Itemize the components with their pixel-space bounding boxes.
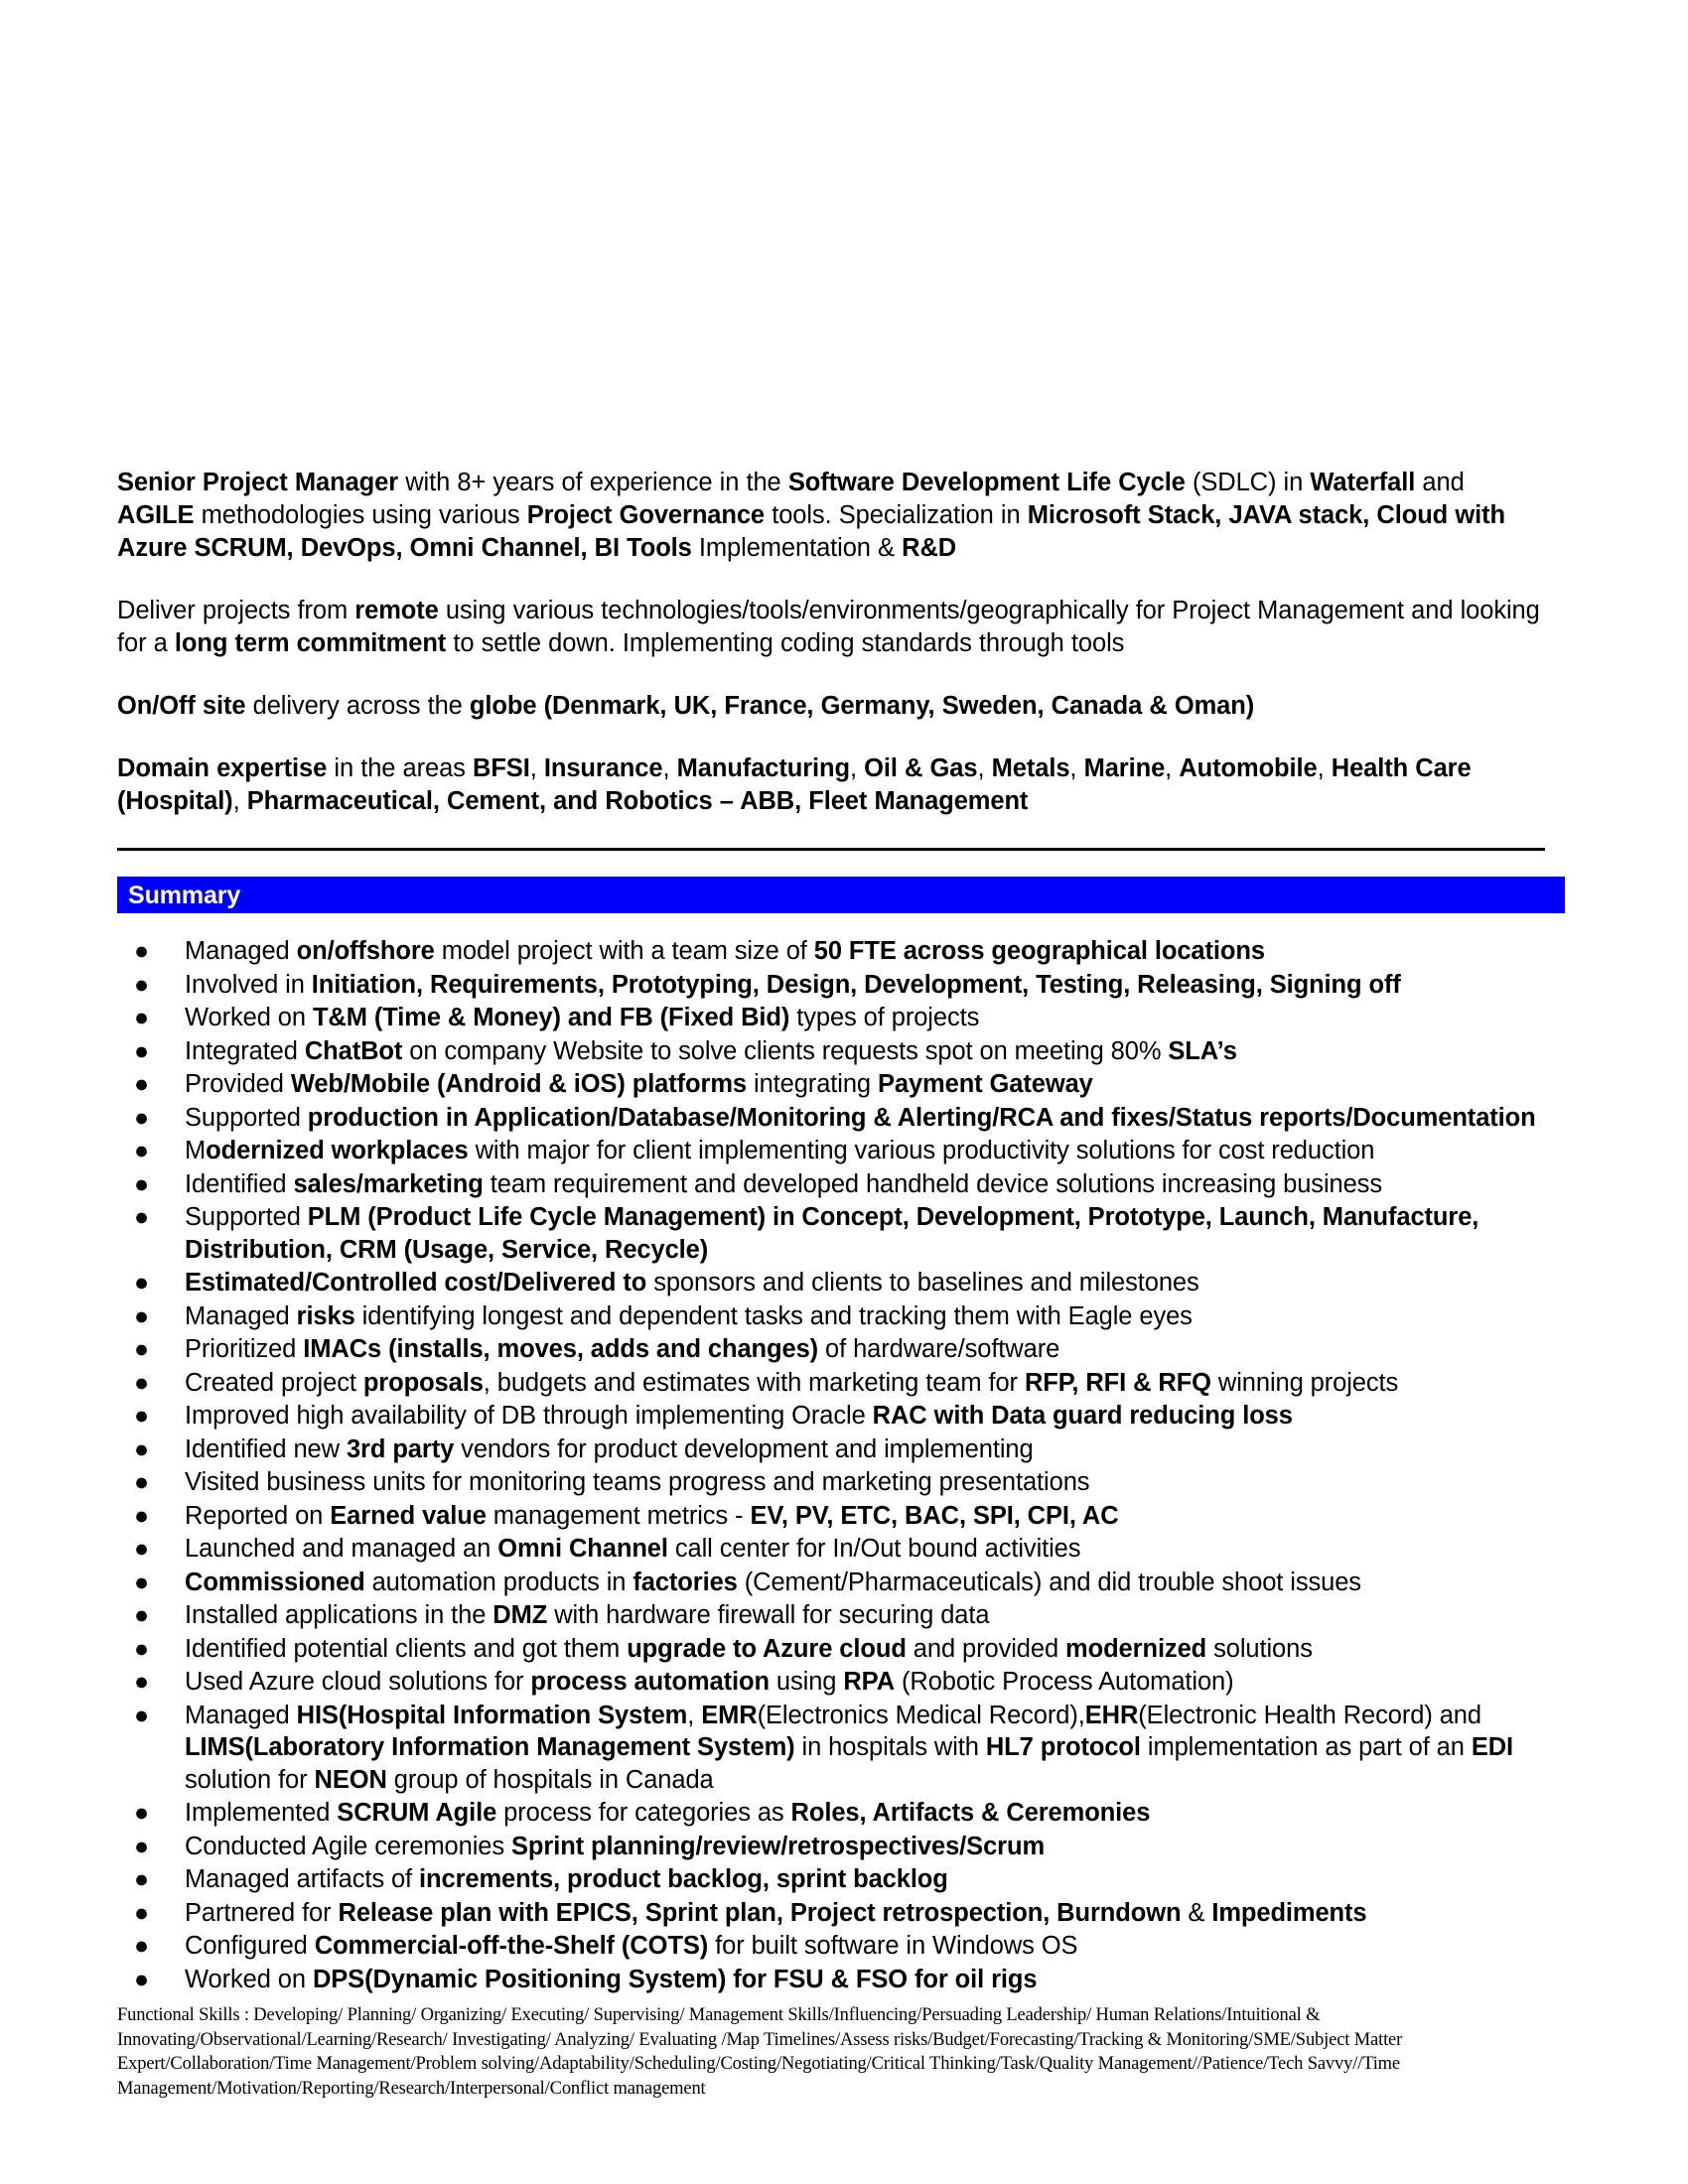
- bold-run: Omni Channel: [497, 1535, 668, 1563]
- summary-bullet-text: [185, 937, 1265, 965]
- summary-bullet-item: [117, 1002, 1571, 1034]
- summary-bullet-item: [117, 1666, 1571, 1699]
- summary-bullet-text: [185, 1833, 1045, 1860]
- summary-bullet-item: [117, 1433, 1571, 1466]
- text-run: Integrated: [185, 1036, 305, 1065]
- bold-run: Project Governance: [526, 501, 766, 529]
- text-run: with major for client implementing various productivity solutions for cost reduction: [468, 1137, 1375, 1164]
- summary-bullet-item: [117, 1500, 1571, 1533]
- text-run: ,: [1069, 754, 1084, 782]
- bullet-dot-icon: ●: [134, 970, 150, 999]
- bullet-dot-icon: ●: [134, 1368, 150, 1397]
- bold-run: DMZ: [492, 1601, 548, 1629]
- text-run: Used Azure cloud solutions for: [185, 1668, 531, 1696]
- summary-bullet-text: [185, 1635, 1313, 1663]
- text-run: in the areas: [327, 754, 474, 782]
- summary-bullet-item: [117, 1964, 1571, 1996]
- summary-bullet-item: [117, 1533, 1571, 1566]
- summary-bullet-item: [117, 1700, 1571, 1797]
- bullet-dot-icon: ●: [134, 1004, 150, 1031]
- text-run: Configured: [185, 1932, 315, 1960]
- text-run: vendors for product development and implementing: [454, 1434, 1034, 1463]
- bold-run: odernized workplaces: [206, 1137, 469, 1164]
- text-run: &: [1181, 1898, 1212, 1927]
- text-run: using various technologies/tools/environments/geographically for Project Management and looking for a: [117, 597, 1540, 657]
- bold-run: Initiation, Requirements, Prototyping, Design, Development, Testing, Releasing, Signing off: [311, 970, 1401, 999]
- text-run: Identified new: [185, 1434, 347, 1463]
- bold-run: Software Development Life Cycle: [787, 469, 1186, 496]
- bold-run: production in Application/Database/Monitoring & Alerting/RCA and fixes/Status reports/Documentation: [307, 1103, 1536, 1132]
- summary-bullet-text: [185, 1966, 1037, 1993]
- bullet-dot-icon: ●: [134, 1434, 150, 1463]
- summary-bullet-item: [117, 1567, 1571, 1599]
- text-run: Identified potential clients and got them: [185, 1634, 628, 1663]
- bold-run: Release plan with EPICS, Sprint plan, Project retrospection, Burndown: [338, 1898, 1182, 1927]
- summary-bullet-text: [185, 971, 1401, 999]
- text-run: Deliver projects from: [117, 597, 355, 624]
- summary-bullet-text: [185, 1104, 1536, 1132]
- section-header-summary: [117, 877, 1565, 913]
- summary-bullet-text: [185, 1170, 1382, 1198]
- summary-bullet-text: [185, 1269, 1199, 1297]
- bold-run: HL7 protocol: [985, 1733, 1141, 1761]
- text-run: of hardware/software: [818, 1335, 1060, 1363]
- text-run: management metrics -: [486, 1501, 751, 1530]
- bold-run: Oil & Gas: [864, 754, 978, 782]
- summary-bullet-text: [185, 1302, 1193, 1330]
- text-run: with hardware firewall for securing data: [547, 1601, 990, 1629]
- bold-run: Senior Project Manager: [117, 469, 399, 496]
- text-run: implementation as part of an: [1140, 1733, 1472, 1761]
- text-run: Visited business units for monitoring teams progress and marketing presentations: [185, 1468, 1090, 1496]
- bullet-dot-icon: ●: [134, 1137, 150, 1164]
- text-run: winning projects: [1210, 1368, 1399, 1397]
- functional-skills-note: Functional Skills : Developing/ Planning/ Organizing/ Executing/ Supervising/ Management Skills/Influencing/Persuading Leadership/ Human Relations/Intuitional & Innovating/Observational/Learning/Research/ Investigating/ Analyzing/ Evaluating /Map Timelines/Assess risks/Budget/Forecasting/Tracking & Monitoring/SME/Subject Matter Expert/Collaboration/Time Management/Problem solving/Adaptability/Scheduling/Costing/Negotiating/Critical Thinking/Task/Quality Management//Patience/Tech Savvy//Time Management/Motivation/Reporting/Research/Interpersonal/Conflict management: [117, 2005, 1403, 2099]
- summary-bullet-text: [185, 1468, 1089, 1496]
- bullet-dot-icon: ●: [134, 1568, 150, 1596]
- bold-run: Estimated/Controlled cost/Delivered to: [185, 1269, 647, 1297]
- bold-run: RPA: [843, 1668, 896, 1696]
- text-run: and: [1415, 469, 1465, 496]
- bullet-dot-icon: ●: [134, 1601, 150, 1629]
- bullet-dot-icon: ●: [134, 1965, 150, 1993]
- intro-paragraph: [117, 752, 1547, 818]
- summary-bullet-text: [185, 1865, 948, 1893]
- summary-bullet-item: [117, 1897, 1571, 1930]
- bold-run: increments, product backlog, sprint backlog: [419, 1865, 948, 1893]
- text-run: Installed applications in the: [185, 1601, 493, 1629]
- summary-bullet-text: [185, 1070, 1093, 1098]
- bullet-dot-icon: ●: [134, 1402, 150, 1430]
- bullet-dot-icon: ●: [134, 1335, 150, 1363]
- bold-run: Web/Mobile (Android & iOS) platforms: [290, 1070, 748, 1098]
- bold-run: Earned value: [330, 1501, 487, 1530]
- bold-run: Pharmaceutical, Cement, and Robotics – ABB, Fleet Management: [246, 787, 1029, 815]
- text-run: Reported on: [185, 1501, 331, 1530]
- text-run: to settle down. Implementing coding standards through tools: [446, 629, 1125, 657]
- bold-run: remote: [354, 597, 439, 624]
- summary-bullet-text: [185, 1502, 1119, 1530]
- summary-bullet-text: [185, 1668, 1234, 1696]
- bold-run: ChatBot: [304, 1036, 403, 1065]
- bullet-dot-icon: ●: [134, 1634, 150, 1663]
- text-run: Worked on: [185, 1965, 313, 1993]
- text-run: Managed: [185, 1301, 297, 1330]
- bold-run: Insurance: [543, 754, 663, 782]
- bullet-dot-icon: ●: [134, 1468, 150, 1496]
- bullet-dot-icon: ●: [134, 1865, 150, 1893]
- bold-run: 3rd party: [346, 1434, 455, 1463]
- summary-bullet-item: [117, 1168, 1571, 1201]
- bold-run: modernized: [1065, 1634, 1207, 1663]
- summary-bullet-text: [185, 1435, 1034, 1463]
- summary-bullet-item: [117, 935, 1571, 968]
- text-run: Implementation &: [691, 534, 903, 562]
- text-run: ,: [850, 754, 865, 782]
- bold-run: Commercial-off-the-Shelf (COTS): [314, 1932, 709, 1960]
- text-run: ,: [1317, 754, 1332, 782]
- page-top-margin: [0, 0, 1688, 467]
- bold-run: IMACs (installs, moves, adds and changes): [303, 1335, 819, 1363]
- intro-paragraphs: [117, 467, 1571, 818]
- summary-bullet-item: [117, 1068, 1571, 1101]
- text-run: on company Website to solve clients requests spot on meeting 80%: [402, 1036, 1169, 1065]
- bold-run: Health Care (Hospital): [117, 754, 1472, 815]
- summary-bullet-text: [185, 1402, 1293, 1430]
- bold-run: proposals: [362, 1368, 484, 1397]
- text-run: Supported: [185, 1203, 308, 1231]
- text-run: solutions: [1206, 1634, 1313, 1663]
- bullet-dot-icon: ●: [134, 1269, 150, 1297]
- bullet-dot-icon: ●: [134, 1070, 150, 1098]
- bullet-dot-icon: ●: [134, 1301, 150, 1330]
- summary-bullet-item: [117, 1930, 1571, 1963]
- text-run: identifying longest and dependent tasks and tracking them with Eagle eyes: [354, 1301, 1193, 1330]
- text-run: Conducted Agile ceremonies: [185, 1832, 511, 1860]
- bold-run: BFSI: [473, 754, 530, 782]
- bold-run: AGILE: [117, 501, 195, 529]
- text-run: process for categories as: [496, 1799, 791, 1827]
- text-run: call center for In/Out bound activities: [667, 1535, 1081, 1563]
- bold-run: Marine: [1083, 754, 1166, 782]
- bullet-dot-icon: ●: [134, 1832, 150, 1860]
- text-run: automation products in: [364, 1568, 633, 1596]
- intro-paragraph: [117, 595, 1547, 660]
- text-run: sponsors and clients to baselines and milestones: [646, 1269, 1199, 1297]
- summary-bullet-text: [185, 1899, 1367, 1927]
- text-run: , budgets and estimates with marketing team for: [483, 1368, 1025, 1397]
- bullet-dot-icon: ●: [134, 1103, 150, 1132]
- bold-run: Impediments: [1211, 1898, 1367, 1927]
- text-run: (Electronic Health Record) and: [1138, 1701, 1481, 1729]
- bold-run: NEON: [314, 1765, 387, 1794]
- bold-run: Waterfall: [1310, 469, 1416, 496]
- text-run: ,: [662, 754, 677, 782]
- text-run: in hospitals with: [794, 1733, 986, 1761]
- bold-run: process automation: [530, 1668, 770, 1696]
- text-run: with 8+ years of experience in the: [398, 469, 788, 496]
- text-run: model project with a team size of: [434, 937, 814, 965]
- text-run: Launched and managed an: [185, 1535, 498, 1563]
- text-run: tools. Specialization in: [765, 501, 1028, 529]
- summary-bullet-text: [185, 1799, 1150, 1827]
- text-run: Identified: [185, 1169, 294, 1198]
- bold-run: LIMS(Laboratory Information Management System): [185, 1733, 795, 1761]
- summary-bullet-item: [117, 1831, 1571, 1863]
- summary-bullet-list: [117, 935, 1571, 1995]
- summary-bullet-item: [117, 1333, 1571, 1366]
- text-run: solution for: [185, 1765, 315, 1794]
- bullet-dot-icon: ●: [134, 1203, 150, 1231]
- text-run: (Cement/Pharmaceuticals) and did trouble shoot issues: [737, 1568, 1361, 1596]
- bold-run: EDI: [1471, 1733, 1514, 1761]
- summary-bullet-text: [185, 1702, 1513, 1794]
- text-run: ,: [687, 1701, 702, 1729]
- bold-run: R&D: [902, 534, 957, 562]
- text-run: types of projects: [789, 1004, 980, 1031]
- bold-run: Sprint planning/review/retrospectives/Scrum: [511, 1832, 1046, 1860]
- bold-run: On/Off site: [117, 692, 246, 720]
- bullet-dot-icon: ●: [134, 1701, 150, 1729]
- summary-bullet-item: [117, 1400, 1571, 1433]
- summary-bullet-text: [185, 1932, 1077, 1960]
- bold-run: DPS(Dynamic Positioning System) for FSU & FSO for oil rigs: [312, 1965, 1038, 1993]
- intro-paragraph: [117, 467, 1547, 565]
- summary-bullet-item: [117, 1300, 1571, 1333]
- text-run: Managed: [185, 1701, 297, 1729]
- text-run: Created project: [185, 1368, 363, 1397]
- text-run: using: [769, 1668, 844, 1696]
- bold-run: upgrade to Azure cloud: [627, 1634, 907, 1663]
- bullet-dot-icon: ●: [134, 1169, 150, 1198]
- text-run: Supported: [185, 1103, 308, 1132]
- summary-bullet-item: [117, 1035, 1571, 1068]
- bullet-dot-icon: ●: [134, 1898, 150, 1927]
- summary-bullet-text: [185, 1335, 1059, 1363]
- summary-bullet-text: [185, 1004, 979, 1031]
- text-run: Managed: [185, 937, 297, 965]
- summary-bullet-text: [185, 1569, 1361, 1596]
- bold-run: SCRUM Agile: [337, 1799, 497, 1827]
- bold-run: Domain expertise: [117, 754, 328, 782]
- bold-run: SLA’s: [1168, 1036, 1237, 1065]
- bold-run: Commissioned: [185, 1568, 365, 1596]
- text-run: (Robotic Process Automation): [895, 1668, 1234, 1696]
- bullet-dot-icon: ●: [134, 1501, 150, 1530]
- intro-paragraph: [117, 690, 1547, 723]
- text-run: Managed artifacts of: [185, 1865, 420, 1893]
- text-run: for built software in Windows OS: [708, 1932, 1078, 1960]
- bold-run: risks: [296, 1301, 355, 1330]
- text-run: integrating: [747, 1070, 878, 1098]
- summary-bullet-item: [117, 1633, 1571, 1666]
- summary-bullet-text: [185, 1137, 1374, 1164]
- summary-bullet-item: [117, 1466, 1571, 1499]
- bullet-dot-icon: ●: [134, 937, 150, 965]
- text-run: Partnered for: [185, 1898, 339, 1927]
- summary-bullet-text: [185, 1037, 1237, 1065]
- bold-run: T&M (Time & Money) and FB (Fixed Bid): [312, 1004, 790, 1031]
- section-header-label: Summary: [128, 881, 241, 909]
- text-run: and provided: [906, 1634, 1066, 1663]
- summary-bullet-item: [117, 1367, 1571, 1400]
- bold-run: Metals: [991, 754, 1070, 782]
- bullet-dot-icon: ●: [134, 1799, 150, 1827]
- text-run: ,: [232, 787, 247, 815]
- bold-run: EV, PV, ETC, BAC, SPI, CPI, AC: [750, 1501, 1119, 1530]
- bold-run: factories: [633, 1568, 738, 1596]
- summary-bullet-item: [117, 1102, 1571, 1135]
- bold-run: RAC with Data guard reducing loss: [872, 1402, 1293, 1430]
- text-run: ,: [1165, 754, 1180, 782]
- section-divider-rule: [117, 848, 1545, 851]
- text-run: (SDLC) in: [1185, 469, 1311, 496]
- bold-run: EHR: [1084, 1701, 1139, 1729]
- summary-bullet-text: [185, 1601, 989, 1629]
- bold-run: sales/marketing: [293, 1169, 484, 1198]
- bold-run: Manufacturing: [676, 754, 850, 782]
- bullet-dot-icon: ●: [134, 1932, 150, 1960]
- summary-bullet-item: [117, 1135, 1571, 1167]
- summary-bullet-text: [185, 1535, 1080, 1563]
- bold-run: Roles, Artifacts & Ceremonies: [790, 1799, 1151, 1827]
- bullet-dot-icon: ●: [134, 1668, 150, 1696]
- text-run: M: [185, 1137, 207, 1164]
- summary-bullet-item: [117, 1267, 1571, 1299]
- bold-run: on/offshore: [296, 937, 435, 965]
- summary-bullet-item: [117, 1201, 1571, 1266]
- text-run: team requirement and developed handheld device solutions increasing business: [483, 1169, 1382, 1198]
- bold-run: 50 FTE across geographical locations: [813, 937, 1265, 965]
- text-run: Prioritized: [185, 1335, 304, 1363]
- bold-run: PLM (Product Life Cycle Management) in Concept, Development, Prototype, Launch, Manufacture, Distribution, CRM (Usage, Service, Recycle): [185, 1203, 1479, 1264]
- text-run: delivery across the: [245, 692, 470, 720]
- bullet-dot-icon: ●: [134, 1535, 150, 1563]
- text-run: Provided: [185, 1070, 291, 1098]
- summary-bullet-item: [117, 969, 1571, 1002]
- summary-bullet-item: [117, 1797, 1571, 1830]
- bold-run: HIS(Hospital Information System: [296, 1701, 688, 1729]
- bold-run: globe (Denmark, UK, France, Germany, Sweden, Canada & Oman): [469, 692, 1255, 720]
- text-run: ,: [529, 754, 544, 782]
- summary-bullet-text: [185, 1203, 1478, 1264]
- summary-bullet-item: [117, 1599, 1571, 1632]
- summary-bullet-item: [117, 1863, 1571, 1896]
- bullet-dot-icon: ●: [134, 1036, 150, 1065]
- bold-run: Payment Gateway: [877, 1070, 1093, 1098]
- summary-bullet-text: [185, 1369, 1398, 1397]
- bold-run: Microsoft Stack, JAVA stack, Cloud with Azure SCRUM, DevOps, Omni Channel, BI Tools: [117, 501, 1505, 562]
- text-run: methodologies using various: [194, 501, 527, 529]
- bold-run: Automobile: [1179, 754, 1318, 782]
- page-content: [0, 467, 1688, 2101]
- text-run: (Electronics Medical Record),: [757, 1701, 1085, 1729]
- text-run: group of hospitals in Canada: [386, 1765, 714, 1794]
- text-run: Improved high availability of DB through implementing Oracle: [185, 1402, 873, 1430]
- text-run: Involved in: [185, 970, 312, 999]
- text-run: Worked on: [185, 1004, 313, 1031]
- bold-run: RFP, RFI & RFQ: [1024, 1368, 1211, 1397]
- text-run: ,: [977, 754, 992, 782]
- bold-run: long term commitment: [174, 629, 447, 657]
- bold-run: EMR: [701, 1701, 758, 1729]
- text-run: Implemented: [185, 1799, 338, 1827]
